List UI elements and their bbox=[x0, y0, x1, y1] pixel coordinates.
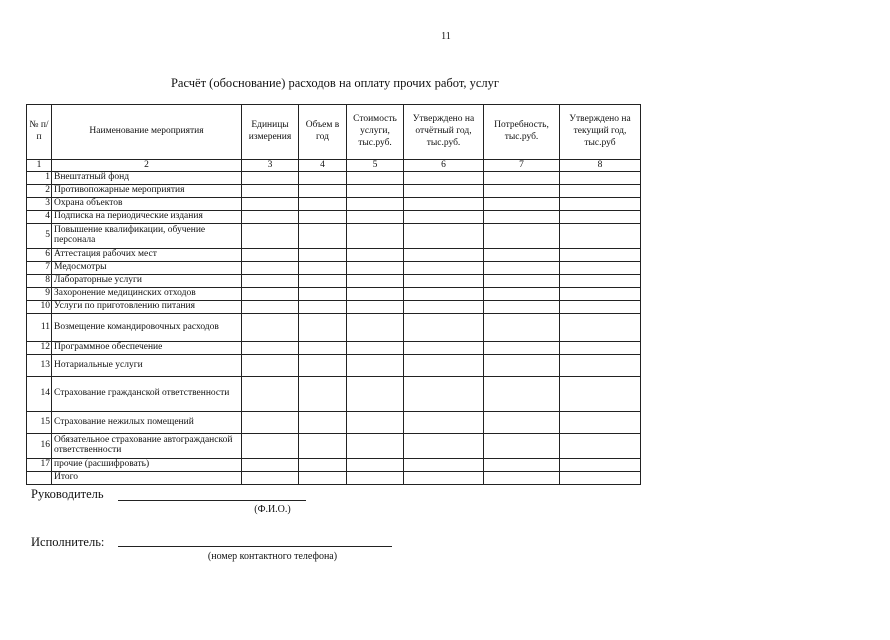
table-cell[interactable] bbox=[404, 472, 484, 485]
row-name: Подписка на периодические издания bbox=[52, 211, 242, 224]
column-number: 7 bbox=[484, 160, 560, 172]
table-cell[interactable] bbox=[404, 434, 484, 459]
head-signature-line[interactable] bbox=[118, 500, 306, 501]
table-row bbox=[27, 301, 641, 314]
column-number: 1 bbox=[27, 160, 52, 172]
column-number: 4 bbox=[299, 160, 347, 172]
table-row bbox=[27, 198, 641, 211]
table-cell[interactable] bbox=[560, 288, 641, 301]
table-row bbox=[27, 412, 641, 434]
row-number: 3 bbox=[27, 198, 52, 211]
table-cell[interactable] bbox=[299, 301, 347, 314]
table-cell[interactable] bbox=[347, 355, 404, 377]
table-cell[interactable] bbox=[299, 198, 347, 211]
column-number: 6 bbox=[404, 160, 484, 172]
table-cell[interactable] bbox=[242, 275, 299, 288]
row-name: Противопожарные мероприятия bbox=[52, 185, 242, 198]
table-cell[interactable] bbox=[299, 342, 347, 355]
table-cell[interactable] bbox=[299, 185, 347, 198]
table-row bbox=[27, 377, 641, 412]
table-cell[interactable] bbox=[404, 275, 484, 288]
row-number: 14 bbox=[27, 377, 52, 412]
executor-signature-line[interactable] bbox=[118, 546, 392, 547]
table-cell[interactable] bbox=[404, 314, 484, 342]
table-row bbox=[27, 172, 641, 185]
row-name: Обязательное страхование автогражданской ответственности bbox=[52, 434, 242, 459]
costs-table bbox=[26, 104, 641, 485]
table-cell[interactable] bbox=[299, 412, 347, 434]
row-number: 10 bbox=[27, 301, 52, 314]
table-cell[interactable] bbox=[242, 355, 299, 377]
table-cell[interactable] bbox=[484, 288, 560, 301]
head-hint: (Ф.И.О.) bbox=[254, 504, 291, 515]
table-cell[interactable] bbox=[404, 224, 484, 249]
table-cell[interactable] bbox=[299, 224, 347, 249]
row-name: Захоронение медицинских отходов bbox=[52, 288, 242, 301]
header-cell: Потребность, тыс.руб. bbox=[484, 105, 560, 160]
table-cell[interactable] bbox=[560, 301, 641, 314]
table-cell[interactable] bbox=[242, 185, 299, 198]
table-cell[interactable] bbox=[347, 412, 404, 434]
table-row bbox=[27, 342, 641, 355]
table-cell[interactable] bbox=[404, 185, 484, 198]
header-cell: Наименование мероприятия bbox=[52, 105, 242, 160]
row-name: Охрана объектов bbox=[52, 198, 242, 211]
table-cell[interactable] bbox=[347, 198, 404, 211]
row-name: Возмещение командировочных расходов bbox=[52, 314, 242, 342]
table-cell[interactable] bbox=[242, 434, 299, 459]
table-cell[interactable] bbox=[484, 198, 560, 211]
row-name: Медосмотры bbox=[52, 262, 242, 275]
table-cell[interactable] bbox=[404, 288, 484, 301]
header-cell: Единицы измерения bbox=[242, 105, 299, 160]
head-label: Руководитель bbox=[31, 487, 104, 501]
table-cell[interactable] bbox=[560, 185, 641, 198]
row-name: прочие (расшифровать) bbox=[52, 459, 242, 472]
executor-hint: (номер контактного телефона) bbox=[207, 551, 338, 562]
table-cell[interactable] bbox=[560, 275, 641, 288]
table-row bbox=[27, 224, 641, 249]
table-cell[interactable] bbox=[484, 412, 560, 434]
table-cell[interactable] bbox=[242, 342, 299, 355]
table-cell[interactable] bbox=[347, 211, 404, 224]
table-cell[interactable] bbox=[347, 377, 404, 412]
table-cell[interactable] bbox=[242, 377, 299, 412]
table-cell[interactable] bbox=[404, 172, 484, 185]
table-cell[interactable] bbox=[404, 459, 484, 472]
table-cell[interactable] bbox=[560, 412, 641, 434]
table-cell[interactable] bbox=[404, 249, 484, 262]
table-cell[interactable] bbox=[347, 249, 404, 262]
table-row-total bbox=[27, 472, 641, 485]
table-cell[interactable] bbox=[484, 314, 560, 342]
table-cell[interactable] bbox=[404, 301, 484, 314]
table-row bbox=[27, 355, 641, 377]
column-number: 3 bbox=[242, 160, 299, 172]
table-cell[interactable] bbox=[347, 172, 404, 185]
table-cell[interactable] bbox=[299, 459, 347, 472]
row-number: 12 bbox=[27, 342, 52, 355]
table-cell[interactable] bbox=[299, 275, 347, 288]
table-cell[interactable] bbox=[404, 262, 484, 275]
column-number: 8 bbox=[560, 160, 641, 172]
table-cell[interactable] bbox=[484, 434, 560, 459]
table-cell[interactable] bbox=[347, 185, 404, 198]
table-cell[interactable] bbox=[242, 301, 299, 314]
table-cell[interactable] bbox=[242, 412, 299, 434]
table-cell[interactable] bbox=[560, 224, 641, 249]
table-cell[interactable] bbox=[299, 314, 347, 342]
table-cell[interactable] bbox=[242, 224, 299, 249]
table-cell[interactable] bbox=[560, 249, 641, 262]
column-number: 5 bbox=[347, 160, 404, 172]
table-cell[interactable] bbox=[242, 472, 299, 485]
table-cell[interactable] bbox=[242, 314, 299, 342]
table-cell[interactable] bbox=[242, 198, 299, 211]
table-cell[interactable] bbox=[484, 342, 560, 355]
table-cell[interactable] bbox=[299, 249, 347, 262]
table-cell[interactable] bbox=[347, 224, 404, 249]
table-cell[interactable] bbox=[484, 459, 560, 472]
table-cell[interactable] bbox=[484, 377, 560, 412]
table-cell[interactable] bbox=[484, 275, 560, 288]
table-cell[interactable] bbox=[242, 211, 299, 224]
row-number: 1 bbox=[27, 172, 52, 185]
table-cell[interactable] bbox=[484, 262, 560, 275]
table-cell[interactable] bbox=[560, 355, 641, 377]
row-name: Аттестация рабочих мест bbox=[52, 249, 242, 262]
table-cell[interactable] bbox=[299, 172, 347, 185]
table-cell[interactable] bbox=[484, 211, 560, 224]
row-name: Итого bbox=[52, 472, 242, 485]
document-title: Расчёт (обоснование) расходов на оплату прочих работ, услуг bbox=[170, 76, 500, 90]
header-cell: Утверждено на отчётный год, тыс.руб. bbox=[404, 105, 484, 160]
row-number: 7 bbox=[27, 262, 52, 275]
header-cell: Объем в год bbox=[299, 105, 347, 160]
table-cell[interactable] bbox=[484, 301, 560, 314]
table-cell[interactable] bbox=[299, 472, 347, 485]
row-name: Программное обеспечение bbox=[52, 342, 242, 355]
row-number: 17 bbox=[27, 459, 52, 472]
table-cell[interactable] bbox=[242, 262, 299, 275]
table-cell[interactable] bbox=[484, 172, 560, 185]
table-row bbox=[27, 211, 641, 224]
table-cell[interactable] bbox=[560, 472, 641, 485]
table-row bbox=[27, 434, 641, 459]
page-number: 11 bbox=[441, 31, 451, 42]
table-cell[interactable] bbox=[299, 211, 347, 224]
table-cell[interactable] bbox=[560, 434, 641, 459]
row-name: Страхование нежилых помещений bbox=[52, 412, 242, 434]
table-cell[interactable] bbox=[404, 377, 484, 412]
table-cell[interactable] bbox=[560, 459, 641, 472]
table-row bbox=[27, 288, 641, 301]
table-cell[interactable] bbox=[299, 262, 347, 275]
header-cell: Стоимость услуги, тыс.руб. bbox=[347, 105, 404, 160]
table-cell[interactable] bbox=[347, 275, 404, 288]
table-cell[interactable] bbox=[404, 355, 484, 377]
table-header-row bbox=[27, 105, 641, 160]
column-number-row bbox=[27, 160, 641, 172]
column-number: 2 bbox=[52, 160, 242, 172]
row-number bbox=[27, 472, 52, 485]
table-cell[interactable] bbox=[560, 211, 641, 224]
table-cell[interactable] bbox=[242, 172, 299, 185]
table-cell[interactable] bbox=[560, 198, 641, 211]
table-row bbox=[27, 459, 641, 472]
table-row bbox=[27, 275, 641, 288]
row-name: Нотариальные услуги bbox=[52, 355, 242, 377]
row-name: Повышение квалификации, обучение персонала bbox=[52, 224, 242, 249]
table-cell[interactable] bbox=[560, 314, 641, 342]
row-name: Лабораторные услуги bbox=[52, 275, 242, 288]
table-cell[interactable] bbox=[484, 472, 560, 485]
row-number: 8 bbox=[27, 275, 52, 288]
table-cell[interactable] bbox=[404, 342, 484, 355]
table-cell[interactable] bbox=[484, 249, 560, 262]
table-cell[interactable] bbox=[560, 377, 641, 412]
table-cell[interactable] bbox=[560, 262, 641, 275]
table-cell[interactable] bbox=[242, 459, 299, 472]
row-number: 9 bbox=[27, 288, 52, 301]
table-cell[interactable] bbox=[347, 301, 404, 314]
table-cell[interactable] bbox=[242, 249, 299, 262]
table-cell[interactable] bbox=[242, 288, 299, 301]
table-cell[interactable] bbox=[484, 185, 560, 198]
table-cell[interactable] bbox=[347, 459, 404, 472]
table-cell[interactable] bbox=[560, 172, 641, 185]
executor-label: Исполнитель: bbox=[31, 535, 105, 549]
table-cell[interactable] bbox=[404, 198, 484, 211]
table-cell[interactable] bbox=[404, 412, 484, 434]
table-cell[interactable] bbox=[484, 224, 560, 249]
row-name: Внештатный фонд bbox=[52, 172, 242, 185]
table-cell[interactable] bbox=[347, 288, 404, 301]
table-cell[interactable] bbox=[347, 434, 404, 459]
table-row bbox=[27, 249, 641, 262]
row-number: 2 bbox=[27, 185, 52, 198]
table-cell[interactable] bbox=[299, 355, 347, 377]
table-cell[interactable] bbox=[299, 434, 347, 459]
row-name: Страхование гражданской ответственности bbox=[52, 377, 242, 412]
table-cell[interactable] bbox=[347, 342, 404, 355]
table-cell[interactable] bbox=[404, 211, 484, 224]
row-number: 13 bbox=[27, 355, 52, 377]
row-number: 16 bbox=[27, 434, 52, 459]
row-number: 4 bbox=[27, 211, 52, 224]
table-cell[interactable] bbox=[560, 342, 641, 355]
header-cell: № п/п bbox=[27, 105, 52, 160]
table-cell[interactable] bbox=[347, 472, 404, 485]
row-number: 5 bbox=[27, 224, 52, 249]
header-cell: Утверждено на текущий год, тыс.руб bbox=[560, 105, 641, 160]
table-cell[interactable] bbox=[347, 314, 404, 342]
row-number: 15 bbox=[27, 412, 52, 434]
row-number: 11 bbox=[27, 314, 52, 342]
table-row bbox=[27, 262, 641, 275]
table-row bbox=[27, 314, 641, 342]
row-number: 6 bbox=[27, 249, 52, 262]
table-cell[interactable] bbox=[484, 355, 560, 377]
table-cell[interactable] bbox=[299, 377, 347, 412]
table-row bbox=[27, 185, 641, 198]
table-cell[interactable] bbox=[299, 288, 347, 301]
row-name: Услуги по приготовлению питания bbox=[52, 301, 242, 314]
table-cell[interactable] bbox=[347, 262, 404, 275]
